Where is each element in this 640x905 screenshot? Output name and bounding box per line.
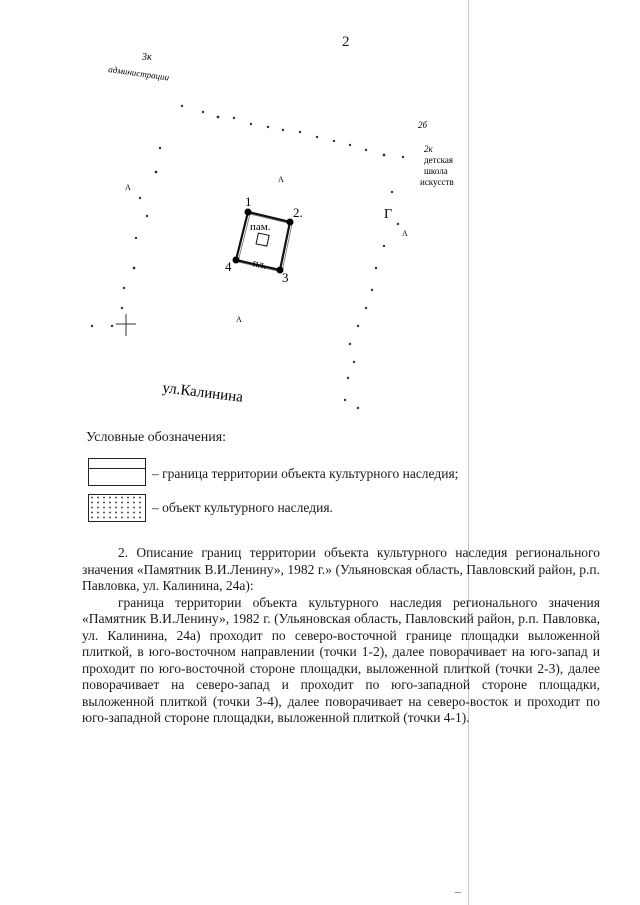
building-2b-label: 2б [418, 120, 428, 130]
art-school-label-line1: детская [424, 155, 453, 165]
paragraph-boundary: граница территории объекта культурного наследия регионального значения «Памятник В.И.Ленину», 1982 г. (Ульяновская область, Павловский район, р.п. Павловка, ул. Калинина, 24а) проходит по северо-восточной границе площадки выложенной плиткой, в юго-восточном направлении (точки 1-2), далее поворачивает на юго-запад и проходит по юго-восточной стороне площадки, выложенной плиткой (точки 2-3), далее поворачивает на северо-запад и проходит по юго-западной стороне площадки, выложенной плиткой (точки 3-4), далее поворачивает на северо-восток и проходит по юго-западной стороне площадки, выложенной плиткой (точки 4-1). [82, 594, 600, 725]
letter-g-mark: Г [384, 207, 393, 222]
art-school-label-line3: искусств [420, 177, 454, 187]
administration-label: администрации [107, 64, 170, 83]
art-school-number-label: 2к [424, 144, 433, 154]
legend-boundary-swatch [88, 458, 146, 486]
page-number: 2 [342, 34, 350, 50]
boundary-point-1 [245, 209, 252, 216]
site-plan-map [0, 0, 640, 430]
survey-mark-a-1: А [125, 183, 131, 192]
square-label: пл. [251, 257, 268, 272]
legend-title: Условные обозначения: [86, 430, 227, 445]
survey-mark-a-3: А [402, 229, 408, 238]
cross-mark-icon [116, 314, 136, 336]
point-label-3: 3 [282, 270, 289, 285]
legend-object-swatch [88, 494, 146, 522]
monument-label: пам. [250, 221, 271, 233]
boundary-description [82, 545, 600, 727]
street-label: ул.Калинина [161, 380, 244, 406]
paragraph-heading: 2. Описание границ территории объекта культурного наследия регионального значения «Памятник В.И.Ленину», 1982 г.» (Ульяновская область, Павловский район, р.п. Павловка, ул. Калинина, 24а): [82, 545, 600, 593]
survey-mark-a-2: А [278, 175, 284, 184]
monument-symbol-icon [256, 233, 269, 246]
art-school-label-line2: школа [424, 166, 448, 176]
dotted-outline-top [181, 105, 404, 158]
legend-boundary-text: – граница территории объекта культурного наследия; [152, 466, 459, 481]
point-label-1: 1 [245, 194, 252, 209]
dotted-outline-left [91, 147, 161, 327]
point-label-2: 2. [293, 205, 303, 220]
boundary-point-4 [233, 257, 240, 264]
dotted-outline-right [344, 191, 399, 409]
survey-mark-a-4: А [236, 315, 242, 324]
point-label-4: 4 [225, 259, 232, 274]
scan-mark [455, 892, 461, 893]
administration-number-label: 3к [142, 52, 152, 63]
legend-object-text: – объект культурного наследия. [152, 500, 333, 515]
